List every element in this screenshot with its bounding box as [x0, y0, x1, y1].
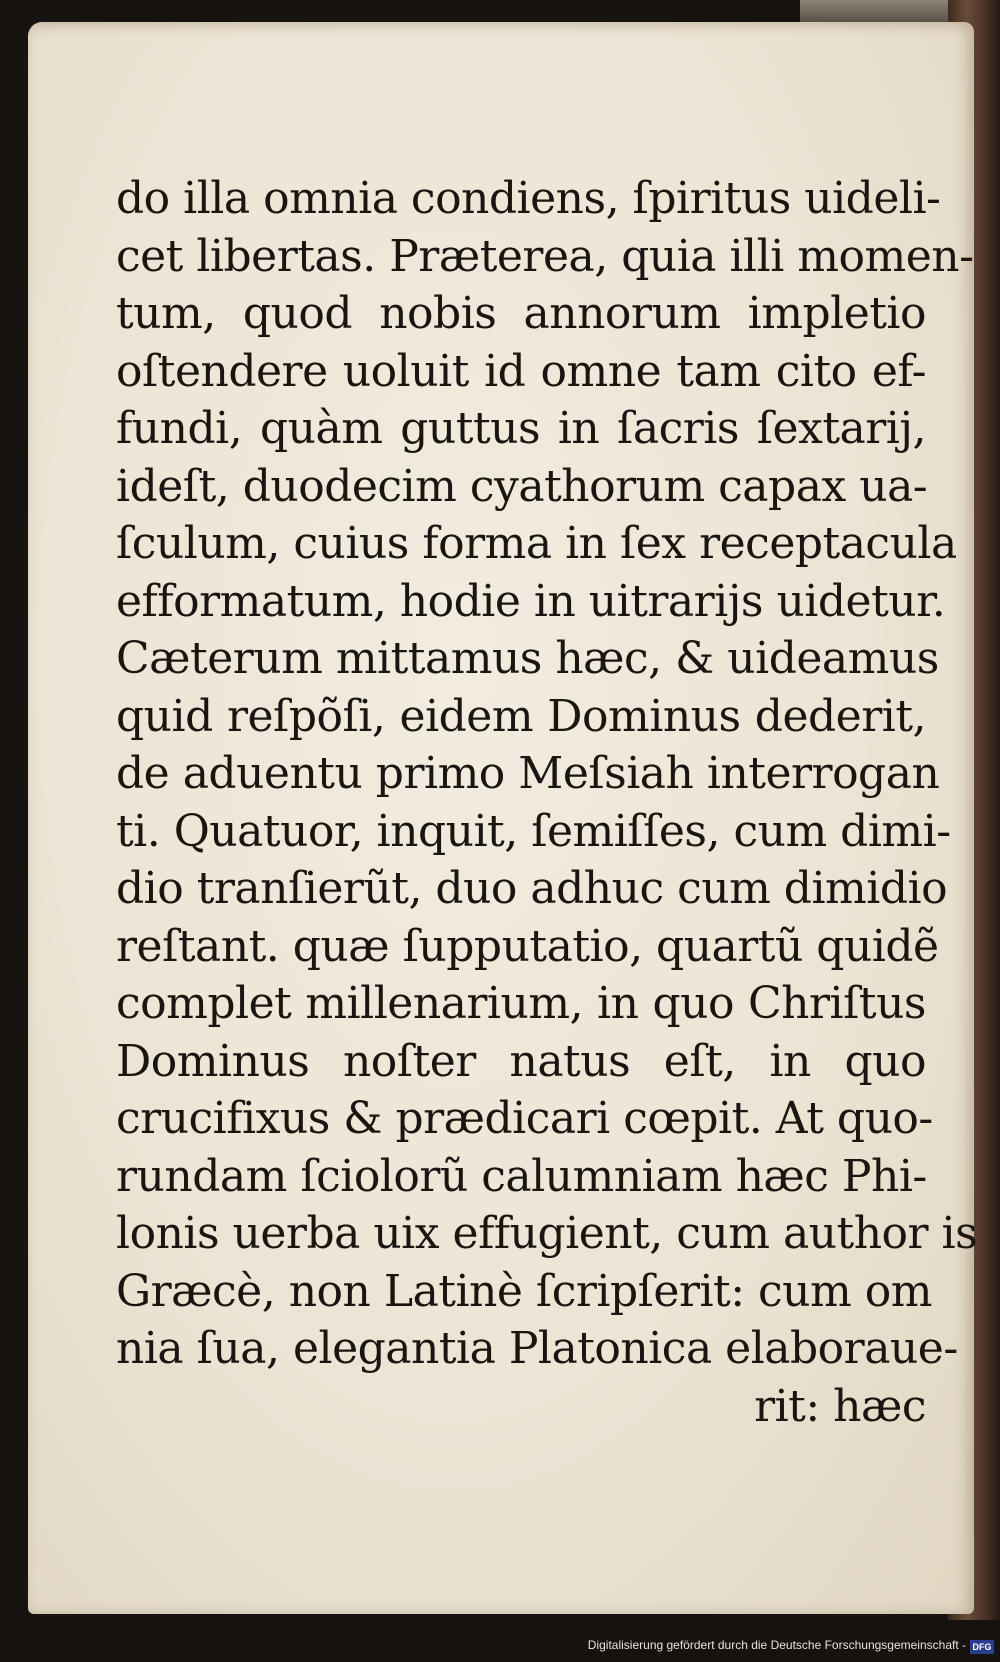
text-line: crucifixus & prædicari cœpit. At quo- — [116, 1093, 933, 1144]
text-line: nia ſua, elegantia Platonica elaboraue- — [116, 1323, 958, 1374]
text-line: Cæterum mittamus hæc, & uideamus — [116, 633, 939, 684]
text-line: Dominus noſter natus eſt, in quo — [116, 1035, 926, 1087]
text-line: reſtant. quæ ſupputatio, quartũ quidẽ — [116, 920, 939, 972]
text-line: do illa omnia condiens, ſpiritus uideli- — [116, 173, 941, 224]
text-line: oſtendere uoluit id omne tam cito ef- — [116, 345, 926, 397]
digitization-credit: Digitalisierung gefördert durch die Deutsche Forschungsgemeinschaft - — [587, 1638, 966, 1652]
book-page — [28, 22, 978, 1614]
text-line: complet millenarium, in quo Chriſtus — [116, 978, 926, 1029]
text-line: tum, quod nobis annorum impletio — [116, 288, 926, 339]
text-line: ti. Quatuor, inquit, ſemiſſes, cum dimi- — [116, 805, 951, 857]
text-line: lonis uerba uix effugient, cum author is — [116, 1208, 978, 1259]
catchword: rit: hæc — [754, 1380, 926, 1432]
text-line: quid reſpõſi, eidem Dominus dederit, — [116, 690, 926, 742]
text-line: cet libertas. Præterea, quia illi momen- — [116, 230, 974, 282]
text-line: de aduentu primo Meſsiah interrogan — [116, 748, 940, 799]
text-line: rundam ſciolorũ calumniam hæc Phi- — [116, 1150, 927, 1202]
page-text — [116, 170, 978, 1435]
text-line: dio tranſierũt, duo adhuc cum dimidio — [116, 863, 948, 914]
dfg-logo: DFG — [970, 1640, 994, 1654]
text-line: Græcè, non Latinè ſcripſerit: cum om — [116, 1265, 932, 1317]
footer-bar — [0, 1620, 1000, 1662]
text-line: ideſt, duodecim cyathorum capax ua- — [116, 460, 928, 512]
text-line: ſculum, cuius forma in ſex receptacula — [116, 518, 957, 569]
text-line: fundi, quàm guttus in ſacris ſextarij, — [116, 403, 926, 454]
text-line: efformatum, hodie in uitrarijs uidetur. — [116, 575, 946, 627]
